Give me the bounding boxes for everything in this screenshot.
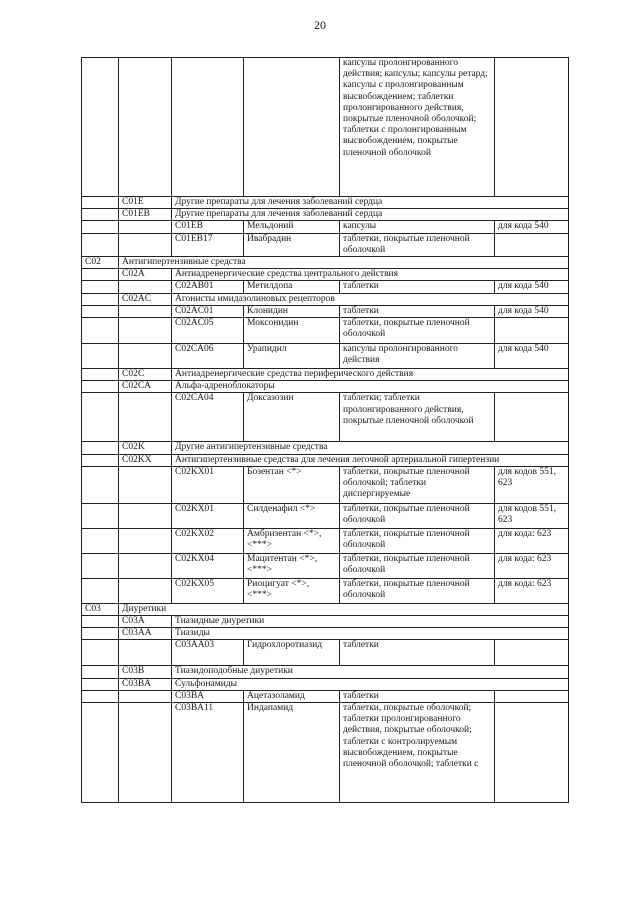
drug-name-cell: Доксазозин — [244, 393, 340, 442]
atc-code-cell: C03BA — [172, 690, 244, 702]
group-code-cell: C03 — [82, 603, 119, 615]
drug-row — [82, 690, 569, 702]
drug-name-cell: Амбризентан <*>, <***> — [244, 528, 340, 553]
subgroup-name-cell: Антиадренергические средства центрального действия — [172, 269, 569, 281]
note-cell: для кодов 551, 623 — [495, 466, 569, 503]
group-row — [82, 616, 569, 628]
group-code-cell: C02 — [82, 257, 119, 269]
subgroup-name-cell: Агонисты имидазолиновых рецепторов — [172, 293, 569, 305]
note-cell — [495, 393, 569, 442]
drug-row — [82, 578, 569, 603]
group-row — [82, 197, 569, 209]
note-cell: для кодов 551, 623 — [495, 503, 569, 528]
subgroup-name-cell: Другие антигипертензивные средства — [172, 442, 569, 454]
group-row — [82, 666, 569, 678]
drug-name-cell: Клонидин — [244, 305, 340, 317]
dosage-form-cell: таблетки — [340, 690, 495, 702]
atc-code-cell: C01EB17 — [172, 233, 244, 256]
group-row — [82, 269, 569, 281]
drug-row — [82, 233, 569, 256]
drug-name-cell: Риоцигуат <*>, <***> — [244, 578, 340, 603]
note-cell: для кода: 623 — [495, 578, 569, 603]
note-cell — [495, 640, 569, 666]
drug-name-cell: Гидрохлоротиазид — [244, 640, 340, 666]
note-cell — [495, 318, 569, 344]
note-cell — [495, 690, 569, 702]
group-row — [82, 603, 569, 615]
drug-name-cell: Бозентан <*> — [244, 466, 340, 503]
drug-row — [82, 305, 569, 317]
note-cell: для кода 540 — [495, 305, 569, 317]
drug-name-cell: Индапамид — [244, 703, 340, 803]
dosage-form-cell: таблетки — [340, 281, 495, 293]
subgroup-name-cell: Тиазидные диуретики — [172, 616, 569, 628]
dosage-form-cell: капсулы — [340, 221, 495, 233]
subgroup-code-cell: C03BA — [119, 678, 172, 690]
subgroup-name-cell: Тиазидоподобные диуретики — [172, 666, 569, 678]
subgroup-code-cell: C03AA — [119, 628, 172, 640]
dosage-form-cell: капсулы пролонгированного действия; капсулы; капсулы ретард; капсулы с пролонгированным высвобождением; таблетки пролонгированного действия, покрытые пленочной оболочкой; таблетки с пролонгированным высвобождением, покрытые пленочной оболочкой — [340, 58, 495, 197]
continuation-row — [82, 58, 569, 197]
atc-code-cell: C03AA03 — [172, 640, 244, 666]
atc-code-cell: C02KX01 — [172, 466, 244, 503]
atc-code-cell: C02KX05 — [172, 578, 244, 603]
subgroup-name-cell: Тиазиды — [172, 628, 569, 640]
group-name-cell: Антигипертензивные средства — [119, 257, 569, 269]
drug-name-cell: Ивабрадин — [244, 233, 340, 256]
drug-classification-table — [81, 57, 569, 803]
group-row — [82, 454, 569, 466]
drug-name-cell: Ацетазоламид — [244, 690, 340, 702]
atc-code-cell: C03BA11 — [172, 703, 244, 803]
subgroup-code-cell: C02K — [119, 442, 172, 454]
drug-row — [82, 553, 569, 578]
drug-row — [82, 703, 569, 803]
dosage-form-cell: таблетки; таблетки пролонгированного действия, покрытые пленочной оболочкой — [340, 393, 495, 442]
drug-row — [82, 344, 569, 369]
group-row — [82, 369, 569, 381]
subgroup-code-cell: C03B — [119, 666, 172, 678]
atc-code-cell: C02KX02 — [172, 528, 244, 553]
drug-name-cell: Мацитентан <*>, <***> — [244, 553, 340, 578]
atc-code-cell: C02CA04 — [172, 393, 244, 442]
drug-name-cell: Урапидил — [244, 344, 340, 369]
drug-row — [82, 281, 569, 293]
subgroup-name-cell: Сульфонамиды — [172, 678, 569, 690]
subgroup-code-cell: C01E — [119, 197, 172, 209]
dosage-form-cell: капсулы пролонгированного действия — [340, 344, 495, 369]
page-number: 20 — [314, 18, 326, 32]
note-cell: для кода: 623 — [495, 528, 569, 553]
subgroup-code-cell: C02A — [119, 269, 172, 281]
group-row — [82, 381, 569, 393]
group-row — [82, 257, 569, 269]
dosage-form-cell: таблетки — [340, 640, 495, 666]
subgroup-code-cell: C01EB — [119, 209, 172, 221]
group-row — [82, 678, 569, 690]
drug-row — [82, 466, 569, 503]
drug-row — [82, 393, 569, 442]
drug-row — [82, 503, 569, 528]
subgroup-name-cell: Антигипертензивные средства для лечения легочной артериальной гипертензии — [172, 454, 569, 466]
drug-row — [82, 528, 569, 553]
atc-code-cell: C01EB — [172, 221, 244, 233]
subgroup-name-cell: Антиадренергические средства периферического действия — [172, 369, 569, 381]
note-cell — [495, 703, 569, 803]
dosage-form-cell: таблетки — [340, 305, 495, 317]
drug-row — [82, 318, 569, 344]
dosage-form-cell: таблетки, покрытые пленочной оболочкой — [340, 553, 495, 578]
drug-name-cell: Метилдопа — [244, 281, 340, 293]
atc-code-cell: C02CA06 — [172, 344, 244, 369]
note-cell: для кода 540 — [495, 281, 569, 293]
atc-code-cell: C02AC01 — [172, 305, 244, 317]
note-cell: для кода 540 — [495, 221, 569, 233]
subgroup-code-cell: C02AC — [119, 293, 172, 305]
subgroup-name-cell: Альфа-адреноблокаторы — [172, 381, 569, 393]
atc-code-cell: C02AB01 — [172, 281, 244, 293]
group-row — [82, 628, 569, 640]
note-cell: для кода 540 — [495, 344, 569, 369]
dosage-form-cell: таблетки, покрытые оболочкой; таблетки пролонгированного действия, покрытые оболочкой; таблетки с контролируемым высвобождением, покрытые пленочной оболочкой; таблетки с — [340, 703, 495, 803]
subgroup-code-cell: C02CA — [119, 381, 172, 393]
subgroup-code-cell: C02C — [119, 369, 172, 381]
group-row — [82, 209, 569, 221]
dosage-form-cell: таблетки, покрытые пленочной оболочкой — [340, 318, 495, 344]
dosage-form-cell: таблетки, покрытые пленочной оболочкой — [340, 503, 495, 528]
drug-row — [82, 221, 569, 233]
drug-row — [82, 640, 569, 666]
group-row — [82, 442, 569, 454]
dosage-form-cell: таблетки, покрытые пленочной оболочкой — [340, 528, 495, 553]
group-name-cell: Диуретики — [119, 603, 569, 615]
dosage-form-cell: таблетки, покрытые пленочной оболочкой — [340, 578, 495, 603]
atc-code-cell: C02KX04 — [172, 553, 244, 578]
atc-code-cell: C02KX01 — [172, 503, 244, 528]
note-cell — [495, 233, 569, 256]
drug-name-cell: Силденафил <*> — [244, 503, 340, 528]
note-cell: для кода: 623 — [495, 553, 569, 578]
subgroup-code-cell: C03A — [119, 616, 172, 628]
subgroup-name-cell: Другие препараты для лечения заболеваний сердца — [172, 197, 569, 209]
dosage-form-cell: таблетки, покрытые пленочной оболочкой; таблетки диспергируемые — [340, 466, 495, 503]
drug-name-cell: Моксонидин — [244, 318, 340, 344]
subgroup-name-cell: Другие препараты для лечения заболеваний сердца — [172, 209, 569, 221]
drug-name-cell: Мельдоний — [244, 221, 340, 233]
dosage-form-cell: таблетки, покрытые пленочной оболочкой — [340, 233, 495, 256]
subgroup-code-cell: C02KX — [119, 454, 172, 466]
group-row — [82, 293, 569, 305]
atc-code-cell: C02AC05 — [172, 318, 244, 344]
